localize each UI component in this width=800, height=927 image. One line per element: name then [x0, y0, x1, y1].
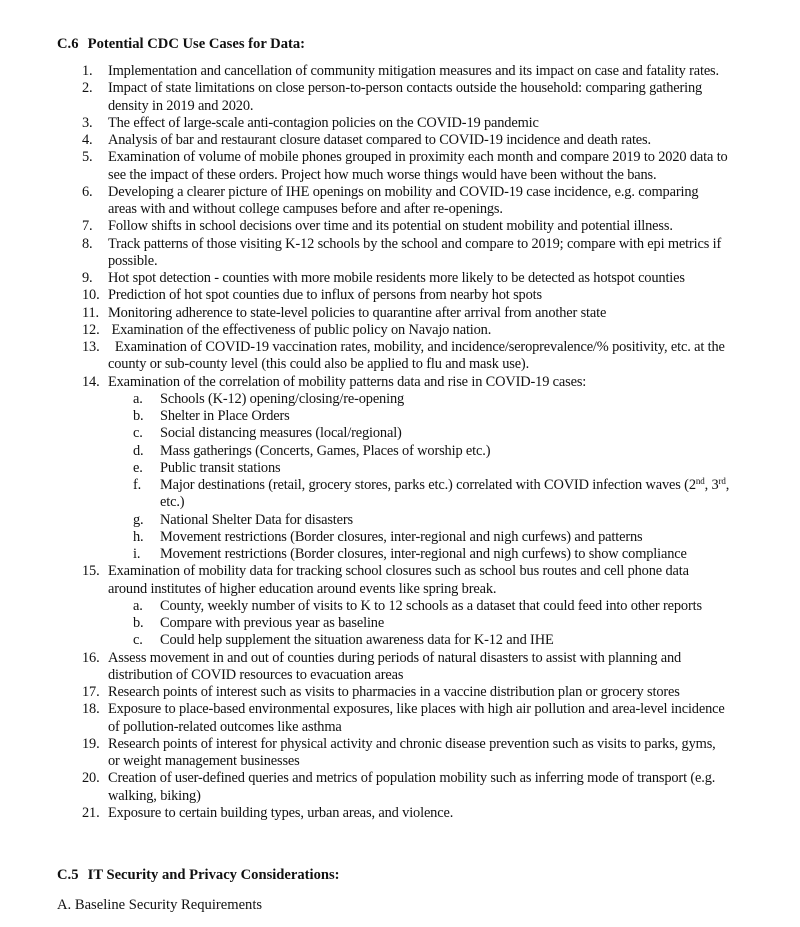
list-item-text: Monitoring adherence to state-level policies to quarantine after arrival from another state — [108, 304, 607, 321]
sub-list-item-letter: f. — [133, 477, 142, 493]
sub-list-item-text: Movement restrictions (Border closures, inter-regional and nigh curfews) to show compliance — [160, 546, 687, 562]
list-item-number: 5. — [82, 149, 93, 166]
section-title: Potential CDC Use Cases for Data: — [87, 36, 306, 52]
list-item — [0, 184, 730, 219]
ordinal-superscript: nd — [695, 476, 705, 486]
use-cases-list — [0, 63, 800, 822]
list-item-number: 4. — [82, 132, 93, 148]
list-item-number: 15. — [82, 563, 100, 580]
list-item-number: 16. — [82, 649, 100, 666]
section-heading-c6 — [57, 36, 305, 53]
sub-list-item-letter: b. — [133, 615, 144, 631]
list-item-text: Analysis of bar and restaurant closure dataset compared to COVID-19 incidence and death rates. — [108, 132, 651, 148]
section-title: IT Security and Privacy Considerations: — [87, 867, 340, 883]
list-item — [0, 132, 730, 149]
section-heading-c5 — [57, 867, 340, 884]
sub-list-item-text: Schools (K-12) opening/closing/re-opening — [160, 390, 405, 407]
list-item-text: Research points of interest such as visits to pharmacies in a vaccine distribution plan or grocery stores — [108, 684, 680, 700]
list-item-text: Examination of the correlation of mobility patterns data and rise in COVID-19 cases: — [108, 373, 587, 390]
sub-list-item-text: County, weekly number of visits to K to 12 schools as a dataset that could feed into other reports — [160, 597, 702, 614]
list-item — [0, 650, 730, 685]
list-item-text: Follow shifts in school decisions over time and its potential on student mobility and potential illness. — [108, 218, 673, 235]
list-item-text: Impact of state limitations on close person-to-person contacts outside the household: comparing gathering density in 2019 and 2020. — [108, 80, 706, 114]
list-item — [0, 805, 730, 822]
list-item-text: Research points of interest for physical activity and chronic disease prevention such as visits to parks, gyms, or weight management businesses — [108, 735, 720, 769]
list-item — [0, 218, 730, 235]
sub-list-item-letter: g. — [133, 511, 144, 528]
list-item — [0, 736, 730, 771]
list-item-number: 18. — [82, 701, 100, 718]
list-item-number: 1. — [82, 63, 93, 79]
sub-list-item — [108, 460, 730, 477]
list-item-number: 11. — [82, 304, 100, 321]
list-item — [0, 684, 730, 701]
sub-list-item — [108, 512, 730, 529]
list-item — [0, 115, 730, 132]
ordinal-superscript: rd — [718, 476, 726, 486]
sub-list-item-text: Movement restrictions (Border closures, inter-regional and nigh curfews) and patterns — [160, 528, 643, 545]
sub-list-item-text: National Shelter Data for disasters — [160, 511, 353, 528]
sub-list-item — [108, 443, 730, 460]
sub-list-item — [108, 477, 730, 512]
list-item-text: Examination of COVID-19 vaccination rates, mobility, and incidence/seroprevalence/% positivity, etc. at the county or sub-county level (this could also be applied to flu and mask use). — [108, 339, 729, 373]
sub-list-item-letter: d. — [133, 442, 144, 459]
list-item-text: Prediction of hot spot counties due to influx of persons from nearby hot spots — [108, 287, 542, 304]
list-item — [0, 63, 730, 80]
sub-list-item-letter: a. — [133, 597, 143, 614]
list-item — [0, 701, 730, 736]
list-item — [0, 287, 730, 304]
list-item — [0, 80, 730, 115]
list-item-text: Hot spot detection - counties with more mobile residents more likely to be detected as hotspot counties — [108, 270, 685, 286]
list-item-number: 17. — [82, 684, 100, 700]
list-item-number: 8. — [82, 235, 93, 252]
list-item-number: 12. — [82, 321, 100, 338]
list-item-text: Implementation and cancellation of community mitigation measures and its impact on case and fatality rates. — [108, 63, 719, 79]
list-item-number: 7. — [82, 218, 93, 235]
sub-list-item-letter: c. — [133, 425, 143, 442]
sub-list-item-text-continued: , 3 — [704, 477, 719, 493]
list-item-number: 19. — [82, 735, 100, 752]
list-item — [0, 149, 730, 184]
list-item-text: Track patterns of those visiting K-12 schools by the school and compare to 2019; compare with epi metrics if possible. — [108, 235, 725, 269]
list-item-text: Exposure to place-based environmental exposures, like places with high air pollution and area-level incidence of pollution-related outcomes like asthma — [108, 701, 729, 735]
list-item-text: Assess movement in and out of counties during periods of natural disasters to assist with planning and distribution of COVID resources to evacuation areas — [108, 649, 685, 683]
list-item — [0, 563, 730, 649]
sub-list-item — [108, 408, 730, 425]
list-item-number: 2. — [82, 80, 93, 97]
sub-list-item — [108, 529, 730, 546]
sub-list-item-text-continued: , etc.) — [160, 477, 730, 511]
list-item — [0, 270, 730, 287]
sub-list-item — [108, 425, 730, 442]
sub-list-item — [108, 615, 730, 632]
sub-list — [108, 391, 730, 564]
list-item-number: 20. — [82, 770, 100, 787]
list-item-text: Creation of user-defined queries and metrics of population mobility such as inferring mode of transport (e.g. walking, biking) — [108, 770, 719, 804]
list-item-number: 3. — [82, 114, 93, 131]
sub-list-item-text: Mass gatherings (Concerts, Games, Places of worship etc.) — [160, 442, 491, 459]
sub-list-item-text: Compare with previous year as baseline — [160, 615, 385, 631]
list-item-text: Examination of the effectiveness of public policy on Navajo nation. — [108, 321, 492, 338]
sub-list-item-letter: h. — [133, 528, 144, 545]
sub-list-item-text: Social distancing measures (local/regional) — [160, 425, 402, 442]
sub-list-item-text: Major destinations (retail, grocery stores, parks etc.) correlated with COVID infection waves (2 — [160, 477, 696, 493]
sub-list-item — [108, 391, 730, 408]
list-item — [0, 339, 730, 374]
list-item-text: Developing a clearer picture of IHE openings on mobility and COVID-19 case incidence, e.g. comparing areas with and without college campuses before and after re-openings. — [108, 183, 702, 217]
list-item-text: Examination of mobility data for tracking school closures such as school bus routes and cell phone data around institutes of higher education around events like spring break. — [108, 563, 693, 597]
sub-list-item-letter: c. — [133, 632, 143, 649]
list-item — [0, 770, 730, 805]
sub-list-item — [108, 632, 730, 649]
list-item — [0, 305, 730, 322]
list-item-text: The effect of large-scale anti-contagion policies on the COVID-19 pandemic — [108, 114, 539, 131]
sub-list-item-text: Shelter in Place Orders — [160, 408, 290, 424]
sub-list-item-text: Public transit stations — [160, 459, 281, 476]
section-number: C.5 — [57, 867, 79, 883]
sub-list-item-text: Could help supplement the situation awareness data for K-12 and IHE — [160, 632, 554, 649]
list-item-text: Examination of volume of mobile phones grouped in proximity each month and compare 2019 to 2020 data to see the impact of these orders. Project how much worse things would have been without the bans. — [108, 149, 732, 183]
sub-list — [108, 598, 730, 650]
list-item-number: 9. — [82, 270, 93, 286]
list-item-number: 14. — [82, 373, 100, 390]
list-item-number: 13. — [82, 339, 100, 355]
list-item — [0, 236, 730, 271]
list-item-number: 6. — [82, 183, 93, 200]
list-item — [0, 322, 730, 339]
sub-list-item — [108, 598, 730, 615]
section-number: C.6 — [57, 36, 79, 52]
list-item — [0, 374, 730, 564]
list-item-number: 10. — [82, 287, 100, 304]
sub-list-item-letter: b. — [133, 408, 144, 424]
list-item-text: Exposure to certain building types, urban areas, and violence. — [108, 804, 454, 821]
sub-list-item-letter: i. — [133, 546, 141, 562]
sub-list-item — [108, 546, 730, 563]
list-item-number: 21. — [82, 804, 100, 821]
sub-list-item-letter: a. — [133, 390, 143, 407]
sub-list-item-letter: e. — [133, 459, 143, 476]
subsection-heading: A. Baseline Security Requirements — [57, 897, 263, 913]
